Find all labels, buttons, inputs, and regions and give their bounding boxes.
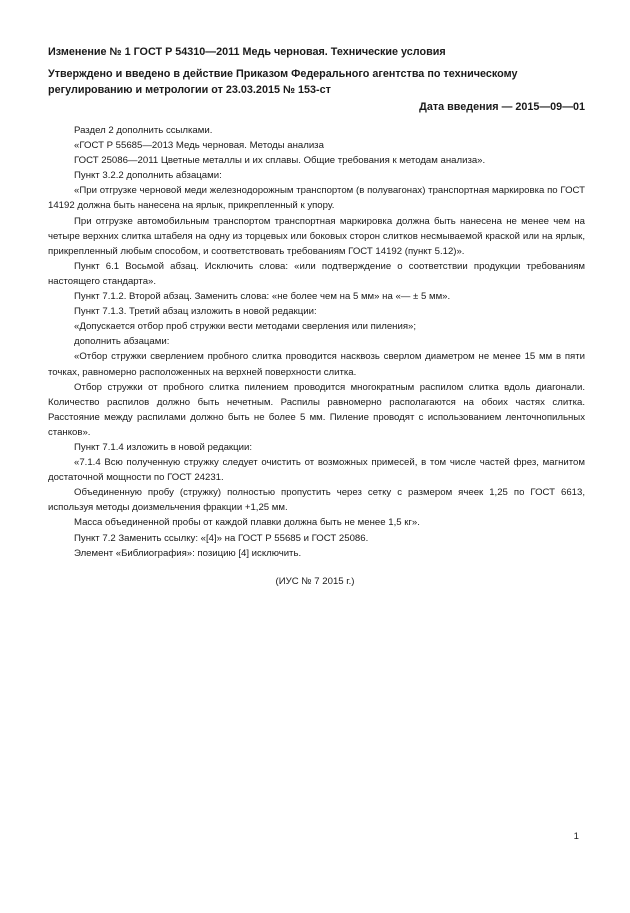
paragraph: «ГОСТ Р 55685—2013 Медь черновая. Методы анализа [74, 140, 324, 152]
source-reference: (ИУС № 7 2015 г.) [275, 576, 355, 587]
paragraph: «Отбор стружки сверлением пробного слитка проводится насквозь сверлом диаметром не менее 15 мм в пяти точках, равномерно расположенных на верхней поверхности слитка. [48, 351, 585, 378]
paragraph: Пункт 6.1 Восьмой абзац. Исключить слова: «или подтверждение о соответствии продукции требованиям настоящего стандарта». [48, 260, 585, 287]
paragraph: Масса объединенной пробы от каждой плавки должна быть не менее 1,5 кг». [74, 517, 420, 529]
paragraph: Раздел 2 дополнить ссылками. [74, 125, 213, 136]
paragraph: Пункт 7.2 Заменить ссылку: «[4]» на ГОСТ Р 55685 и ГОСТ 25086. [74, 532, 369, 544]
paragraph: Пункт 7.1.3. Третий абзац изложить в новой редакции: [74, 306, 317, 318]
effective-date: Дата введения — 2015—09—01 [419, 101, 585, 113]
paragraph: Пункт 3.2.2 дополнить абзацами: [74, 170, 222, 182]
paragraph: Элемент «Библиография»: позицию [4] исключить. [74, 547, 302, 559]
page-number: 1 [573, 831, 579, 842]
approval-line: Утверждено и введено в действие Приказом Федерального агентства по техническому регулированию и метрологии от 23.03.2015 № 153-ст [48, 68, 518, 96]
paragraph: «7.1.4 Всю полученную стружку следует очистить от возможных примесей, в том числе частей фрез, магнитом достаточной мощности по ГОСТ 24231. [48, 457, 585, 484]
paragraph: «При отгрузке черновой меди железнодорожным транспортом (в полувагонах) транспортная маркировка по ГОСТ 14192 должна быть нанесена на ярлык, прикрепленный к упору. [48, 185, 585, 212]
amendment-title: Изменение № 1 ГОСТ Р 54310—2011 Медь черновая. Технические условия [48, 46, 446, 58]
amendment-body [48, 123, 585, 561]
paragraph: «Допускается отбор проб стружки вести методами сверления или пиления»; [74, 321, 417, 333]
paragraph: Пункт 7.1.4 изложить в новой редакции: [74, 441, 252, 453]
paragraph: Объединенную пробу (стружку) полностью пропустить через сетку с размером ячеек 1,25 по ГОСТ 6613, используя методы доизмельчения фракции +1,25 мм. [48, 487, 585, 514]
paragraph: При отгрузке автомобильным транспортом транспортная маркировка должна быть нанесена не менее чем на четыре верхних слитка штабеля на одну из торцевых или боковых сторон слитков несмываемой краской или на ярлык, прикрепленный любым способом, и соответствовать требованиям ГОСТ 14192 (пункт 5.12)». [48, 215, 585, 257]
paragraph: Пункт 7.1.2. Второй абзац. Заменить слова: «не более чем на 5 мм» на «— ± 5 мм». [74, 291, 451, 303]
paragraph: дополнить абзацами: [74, 336, 170, 348]
paragraph: Отбор стружки от пробного слитка пилением проводится многократным распилом слитка вдоль диагонали. Количество распилов должно быть нечетным. Распилы равномерно располагаются на обоих частях слитка. Расстояние между распилами должно быть не более 5 мм. Пиление проводят с использованием ленточнопильных станков». [48, 381, 585, 438]
paragraph: ГОСТ 25086—2011 Цветные металлы и их сплавы. Общие требования к методам анализа». [74, 155, 486, 167]
